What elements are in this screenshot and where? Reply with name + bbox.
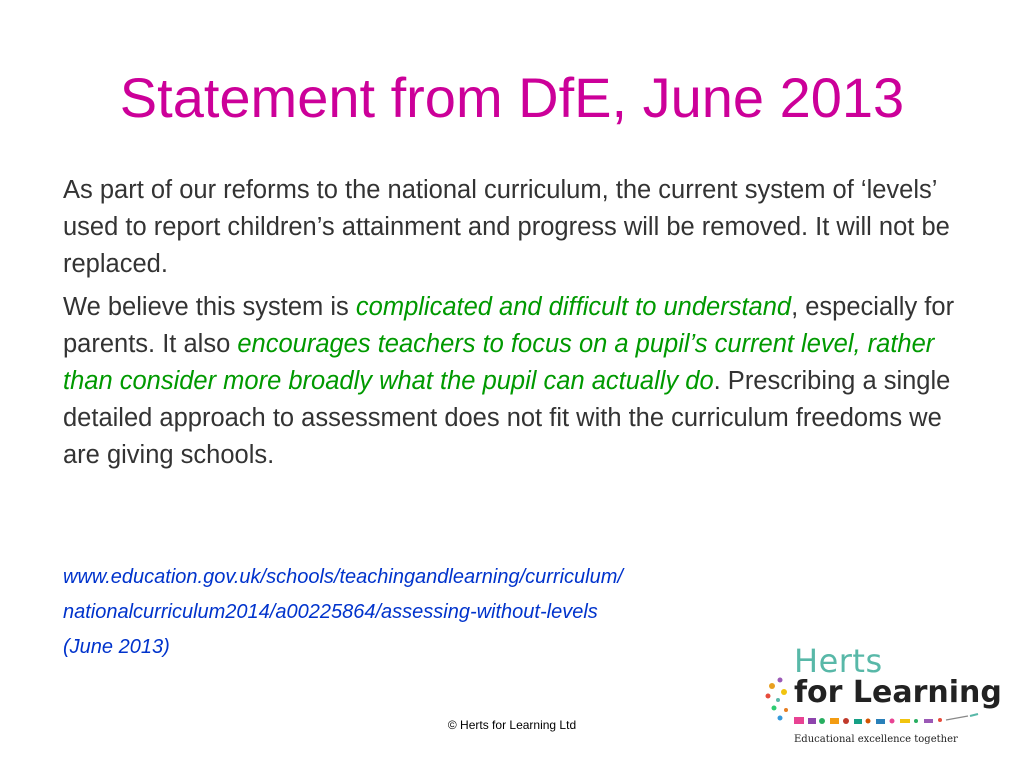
paragraph-1: As part of our reforms to the national curriculum, the current system of ‘levels’ used to report children’s attainment and progress will be removed. It will not be replaced. bbox=[63, 176, 950, 278]
reference-url-line-2[interactable]: nationalcurriculum2014/a00225864/assessing-without-levels bbox=[63, 601, 598, 623]
statement-body bbox=[63, 172, 963, 474]
paragraph-2 bbox=[63, 289, 963, 474]
logo-word-herts: Herts bbox=[794, 642, 883, 680]
copyright-footer: © Herts for Learning Ltd bbox=[447, 718, 577, 732]
logo-tagline: Educational excellence together bbox=[794, 734, 958, 745]
emphasis-encourages-teachers: encourages teachers to focus on a pupil’s current level, rather than consider more broadly what the pupil can actually do bbox=[63, 330, 935, 395]
herts-for-learning-logo bbox=[758, 642, 1002, 752]
emphasis-complicated: complicated and difficult to understand bbox=[355, 293, 792, 321]
paragraph-2-text-2: , especially for parents. It also bbox=[63, 293, 955, 358]
paragraph-2-text-3: . Prescribing a single detailed approach to assessment does not fit with the curriculum freedoms we are giving schools. bbox=[63, 367, 951, 469]
reference-link[interactable] bbox=[63, 560, 823, 665]
paragraph-2-text-1: We believe this system is bbox=[63, 293, 356, 321]
slide-title: Statement from DfE, June 2013 bbox=[119, 66, 905, 129]
logo-word-for-learning: for Learning bbox=[794, 675, 1002, 710]
reference-date: (June 2013) bbox=[63, 636, 170, 658]
reference-url-line-1[interactable]: www.education.gov.uk/schools/teachingandlearning/curriculum/ bbox=[63, 566, 623, 588]
